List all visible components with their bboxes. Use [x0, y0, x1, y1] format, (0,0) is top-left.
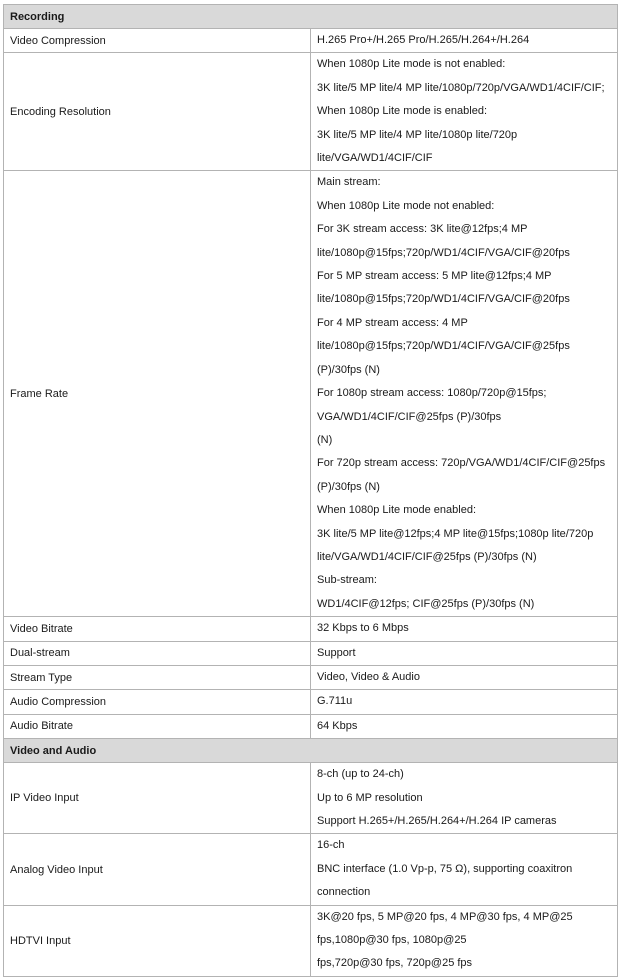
row-label: Audio Bitrate [4, 714, 311, 738]
row-label: Video Bitrate [4, 617, 311, 641]
table-row [4, 763, 618, 834]
table-row [4, 617, 618, 641]
row-value: Main stream: When 1080p Lite mode not enabled: For 3K stream access: 3K lite@12fps;4 MP lite/1080p@15fps;720p/WD1/4CIF/VGA/CIF@20fps For 5 MP stream access: 5 MP lite@12fps;4 MP lite/1080p@15fps;720p/WD1/4CIF/VGA/CIF@20fps For 4 MP stream access: 4 MP lite/1080p@15fps;720p/WD1/4CIF/VGA/CIF@25fps (P)/30fps (N) For 1080p stream access: 1080p/720p@15fps; VGA/WD1/4CIF/CIF@25fps (P)/30fps (N) For 720p stream access: 720p/VGA/WD1/4CIF/CIF@25fps (P)/30fps (N) When 1080p Lite mode enabled: 3K lite/5 MP lite@12fps;4 MP lite@15fps;1080p lite/720p lite/VGA/WD1/4CIF/CIF@25fps (P)/30fps (N) Sub-stream: WD1/4CIF@12fps; CIF@25fps (P)/30fps (N) [311, 171, 618, 617]
row-label: Stream Type [4, 665, 311, 689]
row-label: Analog Video Input [4, 834, 311, 905]
section-header-recording [4, 5, 618, 29]
section-header-video-audio [4, 739, 618, 763]
table-row [4, 690, 618, 714]
table-row [4, 905, 618, 976]
row-label: Video Compression [4, 29, 311, 53]
table-row [4, 641, 618, 665]
row-label: IP Video Input [4, 763, 311, 834]
row-label: Encoding Resolution [4, 53, 311, 171]
table-row [4, 834, 618, 905]
row-value: 8-ch (up to 24-ch) Up to 6 MP resolution Support H.265+/H.265/H.264+/H.264 IP cameras [311, 763, 618, 834]
table-row [4, 29, 618, 53]
table-row [4, 171, 618, 617]
row-value: Video, Video & Audio [311, 665, 618, 689]
row-value: When 1080p Lite mode is not enabled: 3K lite/5 MP lite/4 MP lite/1080p/720p/VGA/WD1/4CIF/CIF; When 1080p Lite mode is enabled: 3K lite/5 MP lite/4 MP lite/1080p lite/720p lite/VGA/WD1/4CIF/CIF [311, 53, 618, 171]
spec-table [3, 4, 618, 977]
row-value: 3K@20 fps, 5 MP@20 fps, 4 MP@30 fps, 4 MP@25 fps,1080p@30 fps, 1080p@25 fps,720p@30 fps, 720p@25 fps [311, 905, 618, 976]
row-value: 32 Kbps to 6 Mbps [311, 617, 618, 641]
row-value: G.711u [311, 690, 618, 714]
table-row [4, 714, 618, 738]
row-label: Dual-stream [4, 641, 311, 665]
section-title: Recording [4, 5, 618, 29]
row-label: HDTVI Input [4, 905, 311, 976]
row-label: Audio Compression [4, 690, 311, 714]
row-value: H.265 Pro+/H.265 Pro/H.265/H.264+/H.264 [311, 29, 618, 53]
row-value: 64 Kbps [311, 714, 618, 738]
table-row [4, 665, 618, 689]
row-value: 16-ch BNC interface (1.0 Vp-p, 75 Ω), supporting coaxitron connection [311, 834, 618, 905]
section-title: Video and Audio [4, 739, 618, 763]
row-value: Support [311, 641, 618, 665]
row-label: Frame Rate [4, 171, 311, 617]
table-row [4, 53, 618, 171]
